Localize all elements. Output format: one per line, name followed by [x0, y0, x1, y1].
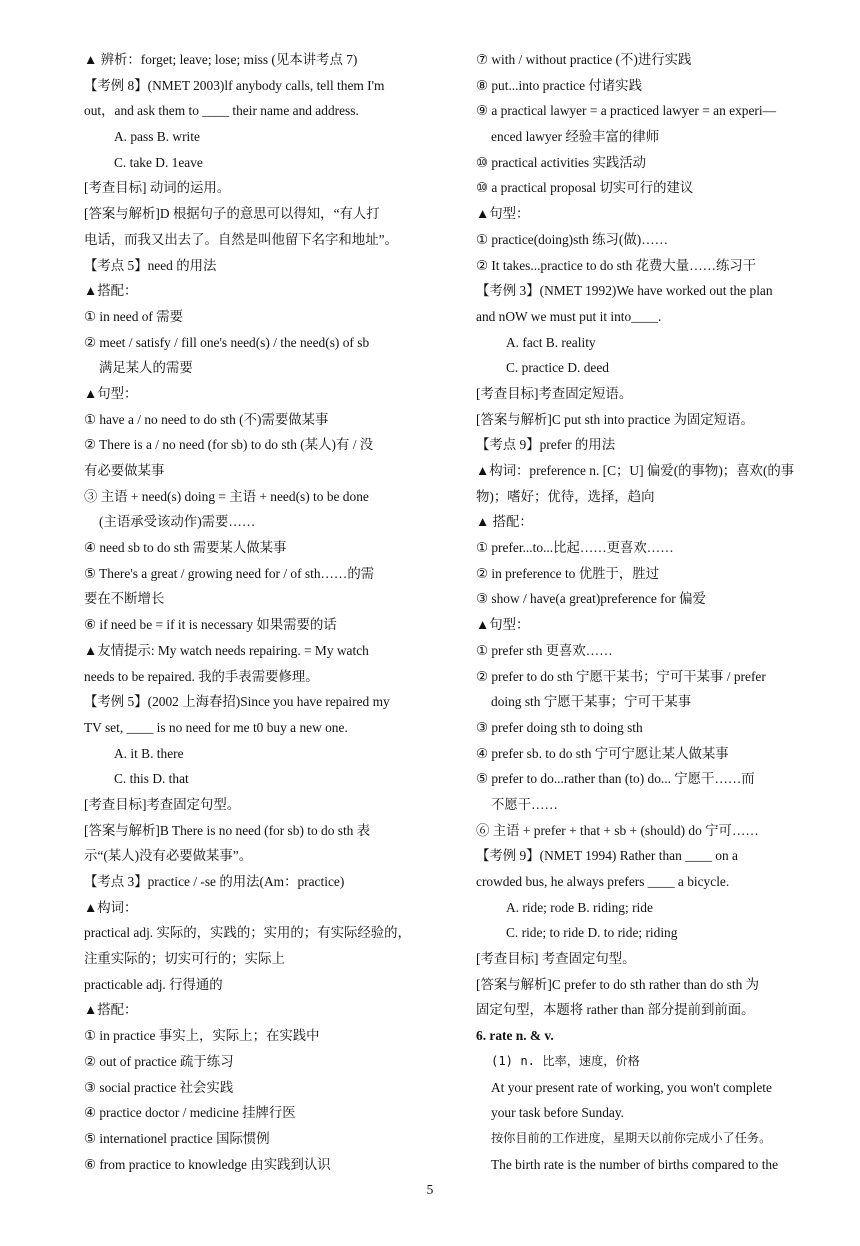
text-line: ▲构词：	[84, 899, 138, 915]
text-line: ⑩ practical activities 实践活动	[476, 154, 647, 170]
text-line: 不愿干……	[491, 796, 558, 812]
text-line: ③ 主语 + need(s) doing = 主语 + need(s) to be done	[84, 488, 369, 504]
text-line: [答案与解析]C put sth into practice 为固定短语。	[476, 411, 754, 427]
text-line: ② It takes...practice to do sth 花费大量……练习干	[476, 257, 757, 273]
text-line: and nOW we must put it into____.	[476, 308, 662, 324]
text-line: ① in practice 事实上，实际上；在实践中	[84, 1028, 320, 1044]
text-line: ▲搭配：	[84, 1002, 138, 1018]
text-line: 【考例 8】(NMET 2003)lf anybody calls, tell them I'm	[84, 77, 385, 93]
text-line: ① have a / no need to do sth (不)需要做某事	[84, 411, 329, 427]
text-line: ④ need sb to do sth 需要某人做某事	[84, 540, 287, 556]
text-line: ① prefer...to...比起……更喜欢……	[476, 540, 674, 556]
text-line: ④ prefer sb. to do sth 宁可宁愿让某人做某事	[476, 745, 729, 761]
text-line: ⑩ a practical proposal 切实可行的建议	[476, 180, 694, 196]
right-column	[476, 47, 846, 1177]
text-line: ▲句型：	[476, 206, 530, 222]
text-line: practical adj. 实际的，实践的；实用的；有实际经验的，	[84, 925, 411, 941]
text-line: C. take D. 1eave	[114, 154, 203, 170]
text-line: ⑥ if need be = if it is necessary 如果需要的话	[84, 617, 337, 633]
left-column	[84, 47, 454, 1177]
text-line: ① in need of 需要	[84, 308, 184, 324]
text-line: ▲ 搭配：	[476, 514, 533, 530]
text-line: [考查目标]考查固定短语。	[476, 385, 633, 401]
text-line: [考查目标]考查固定句型。	[84, 796, 241, 812]
text-line: 电话，而我又出去了。自然是叫他留下名字和地址”。	[84, 231, 398, 247]
text-line: [答案与解析]D 根据句子的意思可以得知，“有人打	[84, 206, 380, 222]
text-line: ▲ 辨析：forget; leave; lose; miss (见本讲考点 7)	[84, 52, 358, 67]
text-line: ② meet / satisfy / fill one's need(s) / the need(s) of sb	[84, 334, 370, 350]
text-line: A. ride; rode B. riding; ride	[506, 899, 653, 915]
text-line: doing sth 宁愿干某事；宁可干某事	[491, 694, 692, 710]
text-line: ▲句型：	[476, 617, 530, 633]
text-line: TV set, ____ is no need for me t0 buy a new one.	[84, 719, 348, 735]
text-line: ⑤ prefer to do...rather than (to) do... 宁愿干……而	[476, 771, 755, 787]
text-line: ③ social practice 社会实践	[84, 1079, 234, 1095]
text-line: ② in preference to 优胜于，胜过	[476, 565, 660, 581]
text-line: ① prefer sth 更喜欢……	[476, 642, 613, 658]
text-line: [答案与解析]B There is no need (for sb) to do sth 表	[84, 822, 371, 838]
text-line: [考查目标] 动词的运用。	[84, 180, 231, 196]
text-line: 要在不断增长	[84, 591, 165, 607]
text-line: ③ prefer doing sth to doing sth	[476, 719, 643, 735]
text-line: 【考点 3】practice / -se 的用法(Am：practice)	[84, 874, 345, 889]
text-line: crowded bus, he always prefers ____ a bicycle.	[476, 874, 730, 889]
text-line: C. ride; to ride D. to ride; riding	[506, 925, 678, 941]
text-line: A. it B. there	[114, 745, 184, 761]
text-line: At your present rate of working, you won't complete	[491, 1079, 772, 1095]
text-line: ⑥ from practice to knowledge 由实践到认识	[84, 1156, 331, 1172]
text-line: 满足某人的需要	[99, 360, 193, 376]
text-line: ⑦ with / without practice (不)进行实践	[476, 52, 692, 67]
text-line: enced lawyer 经验丰富的律师	[491, 129, 660, 145]
text-line: 固定句型，本题将 rather than 部分提前到前面。	[476, 1002, 755, 1018]
text-line: C. this D. that	[114, 771, 189, 787]
text-line: ② prefer to do sth 宁愿干某书；宁可干某事 / prefer	[476, 668, 766, 684]
text-line: A. fact B. reality	[506, 334, 596, 350]
text-line: [考查目标] 考查固定句型。	[476, 951, 636, 967]
text-line: needs to be repaired. 我的手表需要修理。	[84, 668, 319, 684]
text-line: your task before Sunday.	[491, 1105, 625, 1121]
text-line: (主语承受该动作)需要……	[99, 514, 256, 530]
text-line: out，and ask them to ____ their name and address.	[84, 103, 359, 119]
text-line: A. pass B. write	[114, 129, 200, 145]
text-line: ▲构词：preference n. [C；U] 偏爱(的事物)；喜欢(的事	[476, 463, 795, 478]
text-line: 【考点 9】prefer 的用法	[476, 437, 616, 453]
text-line: ▲搭配：	[84, 283, 138, 299]
text-line: ⑥ 主语 + prefer + that + sb + (should) do 宁可……	[476, 822, 759, 838]
text-line: ⑧ put...into practice 付诸实践	[476, 77, 642, 93]
text-line: 6. rate n. & v.	[476, 1028, 554, 1044]
text-line: 有必要做某事	[84, 463, 165, 478]
page-number: 5	[426, 1182, 434, 1197]
text-line: The birth rate is the number of births compared to the	[491, 1156, 779, 1172]
text-line: ▲句型：	[84, 385, 138, 401]
text-line: 【考例 3】(NMET 1992)We have worked out the plan	[476, 283, 773, 299]
text-line: 【考例 9】(NMET 1994) Rather than ____ on a	[476, 848, 738, 864]
text-line: ② out of practice 疏于练习	[84, 1053, 234, 1069]
text-line: 示“(某人)没有必要做某事”。	[84, 848, 253, 864]
text-line: ③ show / have(a great)preference for 偏爱	[476, 591, 706, 607]
text-line: ⑤ internationel practice 国际惯例	[84, 1130, 270, 1146]
text-line: 按你目前的工作进度，星期天以前你完成小了任务。	[491, 1130, 772, 1145]
text-line: 【考点 5】need 的用法	[84, 257, 217, 273]
text-line: ① practice(doing)sth 练习(做)……	[476, 231, 668, 247]
text-line: 物)；嗜好；优待，选择，趋向	[476, 488, 655, 504]
text-line: ④ practice doctor / medicine 挂牌行医	[84, 1105, 296, 1121]
text-line: ② There is a / no need (for sb) to do sth (某人)有 / 没	[84, 437, 374, 453]
text-line: (1) n. 比率，速度，价格	[491, 1053, 640, 1068]
text-line: 【考例 5】(2002 上海春招)Since you have repaired my	[84, 694, 390, 710]
text-line: 注重实际的；切实可行的；实际上	[84, 951, 285, 967]
text-line: ⑨ a practical lawyer = a practiced lawyer = an experi—	[476, 103, 776, 119]
text-line: ⑤ There's a great / growing need for / of sth……的需	[84, 565, 375, 581]
text-line: ▲友情提示: My watch needs repairing. = My watch	[84, 642, 369, 658]
text-line: [答案与解析]C prefer to do sth rather than do sth 为	[476, 976, 760, 992]
text-line: practicable adj. 行得通的	[84, 976, 223, 992]
text-line: C. practice D. deed	[506, 360, 609, 376]
